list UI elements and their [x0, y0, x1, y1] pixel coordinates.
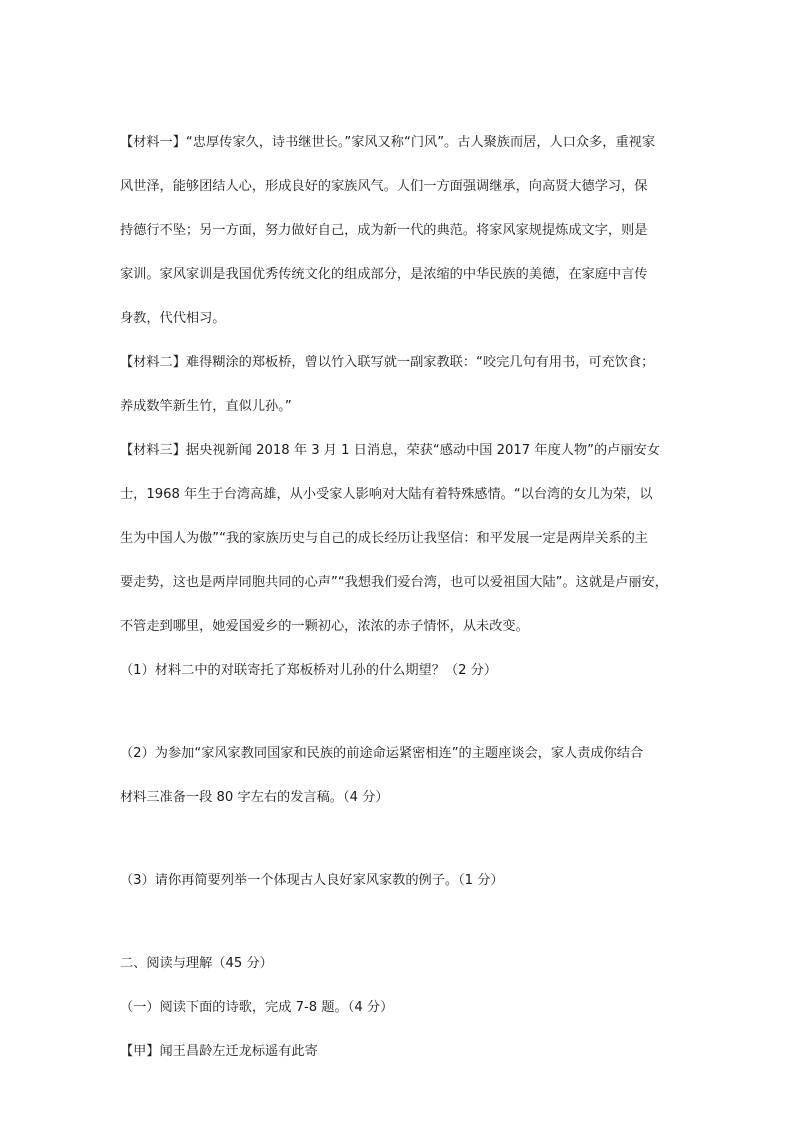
section-heading-reading: 二、阅读与理解（45 分） [120, 956, 273, 971]
question-2-line-2: 材料三准备一段 80 字左右的发言稿。（4 分） [120, 790, 389, 805]
poem-title-jia: 【甲】闻王昌龄左迁龙标遥有此寄 [120, 1044, 318, 1059]
material-three-line-4: 要走势，这也是两岸同胞共同的心声”“我想我们爱台湾，也可以爱祖国大陆”。这就是卢丽安， [120, 575, 668, 590]
material-one-line-4: 家训。家风家训是我国优秀传统文化的组成部分，是浓缩的中华民族的美德，在家庭中言传 [120, 267, 648, 282]
question-2-line-1: （2）为参加“家风家教同国家和民族的前途命运紧密相连”的主题座谈会，家人责成你结合 [120, 746, 644, 761]
material-one-line-1: 【材料一】“忠厚传家久，诗书继世长。”家风又称“门风”。古人聚族而居，人口众多，重视家 [120, 135, 656, 150]
material-two-line-2: 养成数竿新生竹，直似儿孙。” [120, 399, 292, 414]
material-one-line-2: 风世泽，能够团结人心，形成良好的家族风气。人们一方面强调继承，向高贤大德学习，保 [120, 179, 648, 194]
question-1: （1）材料二中的对联寄托了郑板桥对儿孙的什么期望？（2 分） [120, 663, 498, 678]
material-one-line-5: 身教，代代相习。 [120, 311, 226, 326]
material-three-line-2: 士，1968 年生于台湾高雄，从小受家人影响对大陆有着特殊感情。“以台湾的女儿为荣，以 [120, 487, 653, 502]
material-three-line-5: 不管走到哪里，她爱国爱乡的一颗初心，浓浓的赤子情怀，从未改变。 [120, 619, 529, 634]
subsection-poem-instructions: （一）阅读下面的诗歌，完成 7-8 题。（4 分） [120, 1000, 394, 1015]
material-one-line-3: 持德行不坠；另一方面，努力做好自己，成为新一代的典范。将家风家规提炼成文字，则是 [120, 223, 648, 238]
material-three-line-1: 【材料三】据央视新闻 2018 年 3 月 1 日消息，荣获“感动中国 2017 年度人物”的卢丽安女 [120, 443, 660, 458]
material-three-line-3: 生为中国人为傲”“我的家族历史与自己的成长经历让我坚信：和平发展一定是两岸关系的主 [120, 531, 648, 546]
question-3: （3）请你再简要列举一个体现古人良好家风家教的例子。（1 分） [120, 873, 504, 888]
material-two-line-1: 【材料二】难得糊涂的郑板桥，曾以竹入联写就一副家教联：“咬完几句有用书，可充饮食； [120, 355, 655, 370]
